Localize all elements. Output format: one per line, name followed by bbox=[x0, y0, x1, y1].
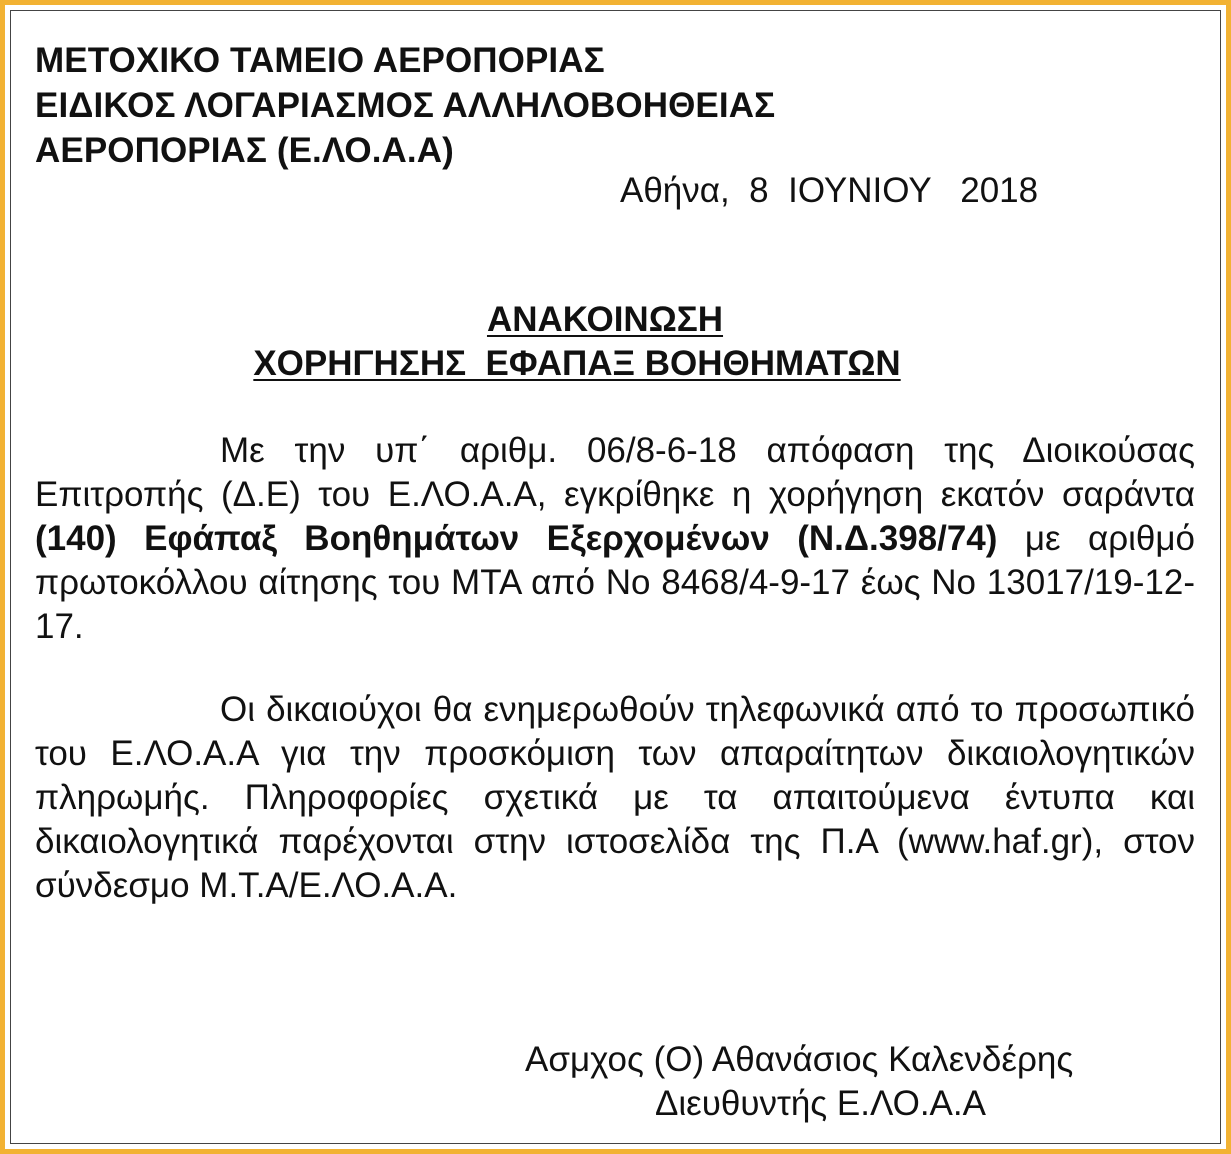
paragraph-decision-bold: (140) Εφάπαξ Βοηθημάτων Εξερχομένων (Ν.Δ.398/74) bbox=[35, 519, 998, 558]
signatory-name: Ασμχος (Ο) Αθανάσιος Καλενδέρης bbox=[525, 1040, 1074, 1079]
org-line-2: ΕΙΔΙΚΟΣ ΛΟΓΑΡΙΑΣΜΟΣ ΑΛΛΗΛΟΒΟΗΘΕΙΑΣ bbox=[35, 86, 776, 125]
announcement-title: ΑΝΑΚΟΙΝΩΣΗ bbox=[486, 300, 724, 339]
paragraph-decision bbox=[35, 429, 1195, 649]
org-line-3: ΑΕΡΟΠΟΡΙΑΣ (Ε.ΛΟ.Α.Α) bbox=[35, 131, 454, 170]
paragraph-beneficiaries: Οι δικαιούχοι θα ενημερωθούν τηλεφωνικά από το προσωπικό του Ε.ΛΟ.Α.Α για την προσκόμιση των απαραίτητων δικαιολογητικών πληρωμής. Πληροφορίες σχετικά με τα απαιτούμενα έντυπα και δικαιολογητικά παρέχονται στην ιστοσελίδα της Π.Α (www.haf.gr), στον σύνδεσμο Μ.Τ.Α/Ε.ΛΟ.Α.Α. bbox=[35, 690, 1195, 905]
document-date: Αθήνα, 8 ΙΟΥΝΙΟΥ 2018 bbox=[620, 171, 1039, 210]
paragraph-decision-text-b: με αριθμό πρωτοκόλλου αίτησης του ΜΤΑ από Νο 8468/4-9-17 έως Νο 13017/19-12-17. bbox=[35, 519, 1196, 646]
paragraph-decision-text-a: Με την υπ΄ αριθμ. 06/8-6-18 απόφαση της Διοικούσας Επιτροπής (Δ.Ε) του Ε.ΛΟ.Α.Α, εγκρίθηκε η χορήγηση εκατόν σαράντα bbox=[35, 431, 1195, 514]
signatory-title: Διευθυντής Ε.ΛΟ.Α.Α bbox=[655, 1084, 986, 1123]
announcement-subtitle: ΧΟΡΗΓΗΣΗΣ ΕΦΑΠΑΞ ΒΟΗΘΗΜΑΤΩΝ bbox=[253, 344, 901, 383]
organization-header bbox=[35, 38, 775, 173]
org-line-1: ΜΕΤΟΧΙΚΟ ΤΑΜΕΙΟ ΑΕΡΟΠΟΡΙΑΣ bbox=[35, 41, 605, 80]
